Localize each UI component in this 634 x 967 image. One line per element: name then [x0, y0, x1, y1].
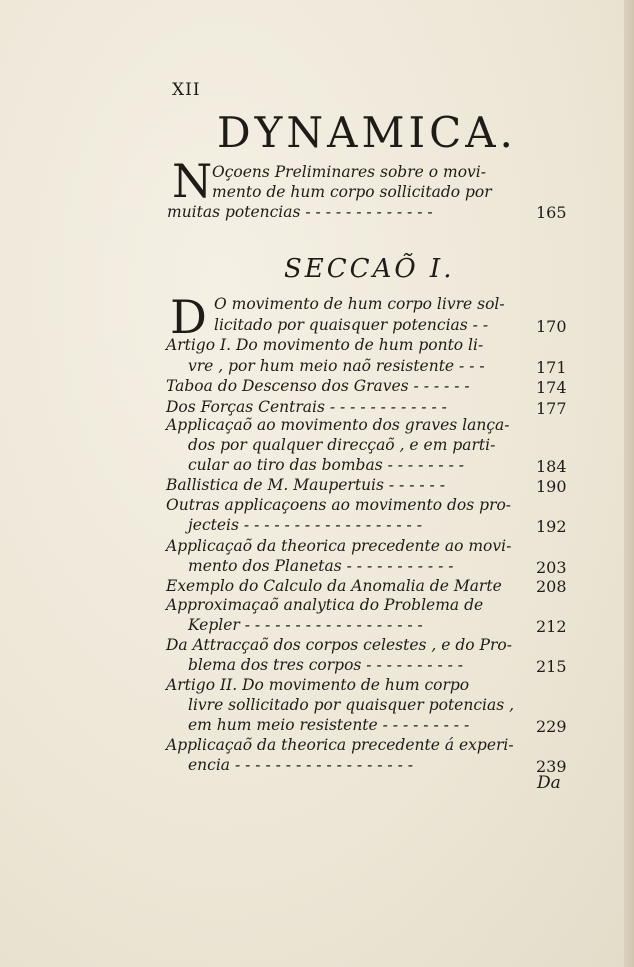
page-number: 170 [536, 317, 567, 336]
page-edge [624, 0, 634, 967]
entry-line: Outras applicaçoens ao movimento dos pro- [166, 496, 512, 514]
entry-line: licitado por quaisquer potencias - - [214, 316, 489, 334]
entry-line: jecteis - - - - - - - - - - - - - - - - - - [188, 516, 422, 534]
page-number: 184 [536, 457, 567, 476]
entry-line: mento de hum corpo sollicitado por [212, 183, 492, 201]
entry-line: encia - - - - - - - - - - - - - - - - - - [188, 756, 413, 774]
entry-line: mento dos Planetas - - - - - - - - - - - [188, 557, 454, 575]
page-number: 171 [536, 358, 567, 377]
entry-line: blema dos tres corpos - - - - - - - - - - [188, 656, 464, 674]
entry-line: muitas potencias - - - - - - - - - - - - - [167, 203, 433, 221]
page-number: 208 [536, 577, 567, 596]
entry-line: Taboa do Descenso dos Graves - - - - - - [166, 377, 470, 395]
entry-line: Kepler - - - - - - - - - - - - - - - - - - [188, 616, 423, 634]
entry-line: Oçoens Preliminares sobre o movi- [212, 163, 486, 181]
page-number: 192 [536, 517, 567, 536]
entry-line: Artigo II. Do movimento de hum corpo [166, 676, 470, 694]
section-heading: SECCAÕ I. [284, 254, 455, 284]
dropcap-d: D [170, 290, 207, 344]
entry-line: em hum meio resistente - - - - - - - - - [188, 716, 470, 734]
entry-line: Dos Forças Centrais - - - - - - - - - - - - [166, 398, 447, 416]
page-number: 174 [536, 378, 567, 397]
page-number: 203 [536, 558, 567, 577]
page-number: 229 [536, 717, 567, 736]
entry-line: livre sollicitado por quaisquer potencias , [188, 696, 515, 714]
dropcap-n: N [172, 154, 213, 208]
entry-line: Exemplo do Calculo da Anomalia de Marte [166, 577, 502, 595]
page-number: 165 [536, 203, 567, 222]
page-number: 212 [536, 617, 567, 636]
entry-line: O movimento de hum corpo livre sol- [214, 295, 505, 313]
entry-line: Artigo I. Do movimento de hum ponto li- [166, 336, 484, 354]
page-folio: XII [172, 80, 201, 100]
page-number: 215 [536, 657, 567, 676]
page-number: 190 [536, 477, 567, 496]
entry-line: Da Attracçaõ dos corpos celestes , e do Pro- [166, 636, 512, 654]
entry-line: cular ao tiro das bombas - - - - - - - - [188, 456, 464, 474]
entry-line: Ballistica de M. Maupertuis - - - - - - [166, 476, 445, 494]
catchword: Da [537, 773, 561, 793]
entry-line: Approximaçaõ analytica do Problema de [166, 596, 484, 614]
entry-line: Applicaçaõ ao movimento dos graves lança- [166, 416, 510, 434]
entry-line: dos por qualquer direcçaõ , e em parti- [188, 436, 496, 454]
page-number: 177 [536, 399, 567, 418]
entry-line: vre , por hum meio naõ resistente - - - [188, 357, 485, 375]
page-number: 239 [536, 757, 567, 776]
entry-line: Applicaçaõ da theorica precedente ao movi- [166, 537, 512, 555]
page-title: DYNAMICA. [217, 108, 517, 157]
entry-line: Applicaçaõ da theorica precedente á experi- [166, 736, 514, 754]
